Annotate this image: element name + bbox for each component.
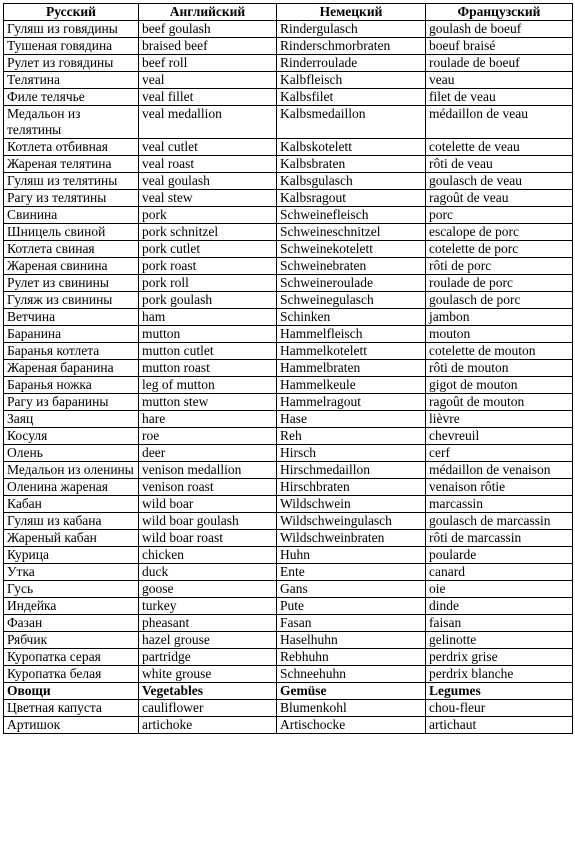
- russian-cell: Оленина жареная: [4, 479, 139, 496]
- russian-cell: Кабан: [4, 496, 139, 513]
- english-cell: white grouse: [139, 666, 277, 683]
- russian-cell: Шницель свиной: [4, 224, 139, 241]
- table-row: [4, 38, 573, 55]
- header-french: Французский: [426, 4, 573, 21]
- table-row: [4, 479, 573, 496]
- english-cell: goose: [139, 581, 277, 598]
- russian-cell: Рагу из баранины: [4, 394, 139, 411]
- header-german: Немецкий: [277, 4, 426, 21]
- french-cell: poularde: [426, 547, 573, 564]
- russian-cell: Куропатка белая: [4, 666, 139, 683]
- french-cell: mouton: [426, 326, 573, 343]
- table-row: [4, 292, 573, 309]
- table-row: [4, 258, 573, 275]
- english-cell: mutton cutlet: [139, 343, 277, 360]
- french-cell: ragoût de mouton: [426, 394, 573, 411]
- english-cell: ham: [139, 309, 277, 326]
- english-cell: hare: [139, 411, 277, 428]
- german-cell: Wildschweinbraten: [277, 530, 426, 547]
- german-cell: Hammelfleisch: [277, 326, 426, 343]
- russian-cell: Заяц: [4, 411, 139, 428]
- german-cell: Rindergulasch: [277, 21, 426, 38]
- english-cell: venison roast: [139, 479, 277, 496]
- russian-cell: Свинина: [4, 207, 139, 224]
- german-cell: Fasan: [277, 615, 426, 632]
- french-cell: cotelette de veau: [426, 139, 573, 156]
- table-row: [4, 649, 573, 666]
- table-row: [4, 547, 573, 564]
- french-cell: goulasch de marcassin: [426, 513, 573, 530]
- german-cell: Hammelkeule: [277, 377, 426, 394]
- french-cell: gigot de mouton: [426, 377, 573, 394]
- french-cell: lièvre: [426, 411, 573, 428]
- table-row: [4, 428, 573, 445]
- russian-cell: Баранина: [4, 326, 139, 343]
- table-row: [4, 394, 573, 411]
- table-row: [4, 343, 573, 360]
- table-row: [4, 717, 573, 734]
- english-cell: mutton: [139, 326, 277, 343]
- french-cell: perdrix grise: [426, 649, 573, 666]
- english-cell: veal stew: [139, 190, 277, 207]
- german-cell: Schinken: [277, 309, 426, 326]
- english-cell: veal roast: [139, 156, 277, 173]
- french-cell: jambon: [426, 309, 573, 326]
- table-row: [4, 326, 573, 343]
- german-cell: Haselhuhn: [277, 632, 426, 649]
- english-cell: veal cutlet: [139, 139, 277, 156]
- english-cell: pork: [139, 207, 277, 224]
- french-cell: Legumes: [426, 683, 573, 700]
- english-cell: mutton roast: [139, 360, 277, 377]
- german-cell: Kalbskotelett: [277, 139, 426, 156]
- russian-cell: Гуляш из говядины: [4, 21, 139, 38]
- russian-cell: Фазан: [4, 615, 139, 632]
- section-row: [4, 683, 573, 700]
- english-cell: venison medallion: [139, 462, 277, 479]
- french-cell: roulade de porc: [426, 275, 573, 292]
- russian-cell: Гусь: [4, 581, 139, 598]
- english-cell: braised beef: [139, 38, 277, 55]
- russian-cell: Курица: [4, 547, 139, 564]
- table-row: [4, 496, 573, 513]
- french-cell: roulade de boeuf: [426, 55, 573, 72]
- russian-cell: Медальон из телятины: [4, 106, 139, 139]
- english-cell: duck: [139, 564, 277, 581]
- russian-cell: Гуляж из свинины: [4, 292, 139, 309]
- german-cell: Kalbsbraten: [277, 156, 426, 173]
- german-cell: Kalbfleisch: [277, 72, 426, 89]
- table-row: [4, 156, 573, 173]
- russian-cell: Котлета свиная: [4, 241, 139, 258]
- english-cell: veal medallion: [139, 106, 277, 139]
- russian-cell: Филе телячье: [4, 89, 139, 106]
- translation-table: [3, 3, 573, 734]
- russian-cell: Утка: [4, 564, 139, 581]
- german-cell: Huhn: [277, 547, 426, 564]
- french-cell: boeuf braisé: [426, 38, 573, 55]
- german-cell: Wildschwein: [277, 496, 426, 513]
- french-cell: canard: [426, 564, 573, 581]
- german-cell: Blumenkohl: [277, 700, 426, 717]
- french-cell: rôti de mouton: [426, 360, 573, 377]
- german-cell: Gans: [277, 581, 426, 598]
- german-cell: Kalbsgulasch: [277, 173, 426, 190]
- french-cell: artichaut: [426, 717, 573, 734]
- french-cell: perdrix blanche: [426, 666, 573, 683]
- french-cell: cotelette de porc: [426, 241, 573, 258]
- table-row: [4, 445, 573, 462]
- french-cell: goulasch de porc: [426, 292, 573, 309]
- german-cell: Kalbsragout: [277, 190, 426, 207]
- table-row: [4, 106, 573, 139]
- russian-cell: Куропатка серая: [4, 649, 139, 666]
- table-row: [4, 615, 573, 632]
- english-cell: veal fillet: [139, 89, 277, 106]
- english-cell: turkey: [139, 598, 277, 615]
- german-cell: Gemüse: [277, 683, 426, 700]
- english-cell: cauliflower: [139, 700, 277, 717]
- french-cell: gelinotte: [426, 632, 573, 649]
- german-cell: Rinderroulade: [277, 55, 426, 72]
- french-cell: médaillon de veau: [426, 106, 573, 139]
- french-cell: médaillon de venaison: [426, 462, 573, 479]
- french-cell: cerf: [426, 445, 573, 462]
- table-row: [4, 190, 573, 207]
- english-cell: artichoke: [139, 717, 277, 734]
- english-cell: chicken: [139, 547, 277, 564]
- russian-cell: Медальон из оленины: [4, 462, 139, 479]
- french-cell: chevreuil: [426, 428, 573, 445]
- russian-cell: Рулет из говядины: [4, 55, 139, 72]
- french-cell: cotelette de mouton: [426, 343, 573, 360]
- russian-cell: Артишок: [4, 717, 139, 734]
- french-cell: dinde: [426, 598, 573, 615]
- table-row: [4, 598, 573, 615]
- table-row: [4, 241, 573, 258]
- russian-cell: Гуляш из телятины: [4, 173, 139, 190]
- german-cell: Schneehuhn: [277, 666, 426, 683]
- german-cell: Schweineroulade: [277, 275, 426, 292]
- german-cell: Schweinegulasch: [277, 292, 426, 309]
- french-cell: rôti de porc: [426, 258, 573, 275]
- german-cell: Hammelragout: [277, 394, 426, 411]
- table-row: [4, 21, 573, 38]
- english-cell: hazel grouse: [139, 632, 277, 649]
- german-cell: Hirsch: [277, 445, 426, 462]
- table-row: [4, 666, 573, 683]
- english-cell: pork cutlet: [139, 241, 277, 258]
- russian-cell: Рябчик: [4, 632, 139, 649]
- russian-cell: Цветная капуста: [4, 700, 139, 717]
- english-cell: beef goulash: [139, 21, 277, 38]
- english-cell: pork roast: [139, 258, 277, 275]
- french-cell: faisan: [426, 615, 573, 632]
- french-cell: ragoût de veau: [426, 190, 573, 207]
- english-cell: wild boar roast: [139, 530, 277, 547]
- russian-cell: Котлета отбивная: [4, 139, 139, 156]
- english-cell: beef roll: [139, 55, 277, 72]
- russian-cell: Рагу из телятины: [4, 190, 139, 207]
- german-cell: Schweinekotelett: [277, 241, 426, 258]
- german-cell: Rebhuhn: [277, 649, 426, 666]
- english-cell: pork schnitzel: [139, 224, 277, 241]
- table-row: [4, 632, 573, 649]
- table-row: [4, 72, 573, 89]
- german-cell: Hirschmedaillon: [277, 462, 426, 479]
- french-cell: goulasch de veau: [426, 173, 573, 190]
- table-row: [4, 224, 573, 241]
- table-row: [4, 581, 573, 598]
- french-cell: marcassin: [426, 496, 573, 513]
- header-row: [4, 4, 573, 21]
- french-cell: filet de veau: [426, 89, 573, 106]
- german-cell: Artischocke: [277, 717, 426, 734]
- english-cell: roe: [139, 428, 277, 445]
- table-row: [4, 55, 573, 72]
- table-row: [4, 360, 573, 377]
- english-cell: leg of mutton: [139, 377, 277, 394]
- table-row: [4, 173, 573, 190]
- french-cell: venaison rôtie: [426, 479, 573, 496]
- german-cell: Schweineschnitzel: [277, 224, 426, 241]
- russian-cell: Жареная свинина: [4, 258, 139, 275]
- french-cell: veau: [426, 72, 573, 89]
- table-row: [4, 564, 573, 581]
- german-cell: Hase: [277, 411, 426, 428]
- russian-cell: Рулет из свинины: [4, 275, 139, 292]
- german-cell: Reh: [277, 428, 426, 445]
- table-row: [4, 207, 573, 224]
- french-cell: oie: [426, 581, 573, 598]
- english-cell: pheasant: [139, 615, 277, 632]
- french-cell: escalope de porc: [426, 224, 573, 241]
- table-row: [4, 309, 573, 326]
- english-cell: veal goulash: [139, 173, 277, 190]
- french-cell: goulash de boeuf: [426, 21, 573, 38]
- german-cell: Pute: [277, 598, 426, 615]
- german-cell: Kalbsmedaillon: [277, 106, 426, 139]
- table-row: [4, 89, 573, 106]
- header-english: Английский: [139, 4, 277, 21]
- table-row: [4, 275, 573, 292]
- french-cell: rôti de veau: [426, 156, 573, 173]
- english-cell: veal: [139, 72, 277, 89]
- german-cell: Hirschbraten: [277, 479, 426, 496]
- english-cell: wild boar goulash: [139, 513, 277, 530]
- english-cell: deer: [139, 445, 277, 462]
- table-row: [4, 377, 573, 394]
- table-row: [4, 513, 573, 530]
- english-cell: partridge: [139, 649, 277, 666]
- german-cell: Hammelkotelett: [277, 343, 426, 360]
- german-cell: Schweinebraten: [277, 258, 426, 275]
- russian-cell: Олень: [4, 445, 139, 462]
- russian-cell: Тушеная говядина: [4, 38, 139, 55]
- table-row: [4, 462, 573, 479]
- table-body: [4, 21, 573, 734]
- russian-cell: Овощи: [4, 683, 139, 700]
- table-row: [4, 700, 573, 717]
- table-row: [4, 139, 573, 156]
- header-russian: Русский: [4, 4, 139, 21]
- german-cell: Ente: [277, 564, 426, 581]
- german-cell: Wildschweingulasch: [277, 513, 426, 530]
- table-row: [4, 530, 573, 547]
- english-cell: Vegetables: [139, 683, 277, 700]
- english-cell: wild boar: [139, 496, 277, 513]
- german-cell: Schweinefleisch: [277, 207, 426, 224]
- french-cell: rôti de marcassin: [426, 530, 573, 547]
- german-cell: Hammelbraten: [277, 360, 426, 377]
- table-row: [4, 411, 573, 428]
- russian-cell: Гуляш из кабана: [4, 513, 139, 530]
- russian-cell: Жареный кабан: [4, 530, 139, 547]
- russian-cell: Индейка: [4, 598, 139, 615]
- russian-cell: Телятина: [4, 72, 139, 89]
- english-cell: pork roll: [139, 275, 277, 292]
- french-cell: porc: [426, 207, 573, 224]
- french-cell: chou-fleur: [426, 700, 573, 717]
- russian-cell: Баранья котлета: [4, 343, 139, 360]
- russian-cell: Жареная баранина: [4, 360, 139, 377]
- russian-cell: Баранья ножка: [4, 377, 139, 394]
- english-cell: mutton stew: [139, 394, 277, 411]
- german-cell: Rinderschmorbraten: [277, 38, 426, 55]
- russian-cell: Косуля: [4, 428, 139, 445]
- english-cell: pork goulash: [139, 292, 277, 309]
- russian-cell: Жареная телятина: [4, 156, 139, 173]
- russian-cell: Ветчина: [4, 309, 139, 326]
- german-cell: Kalbsfilet: [277, 89, 426, 106]
